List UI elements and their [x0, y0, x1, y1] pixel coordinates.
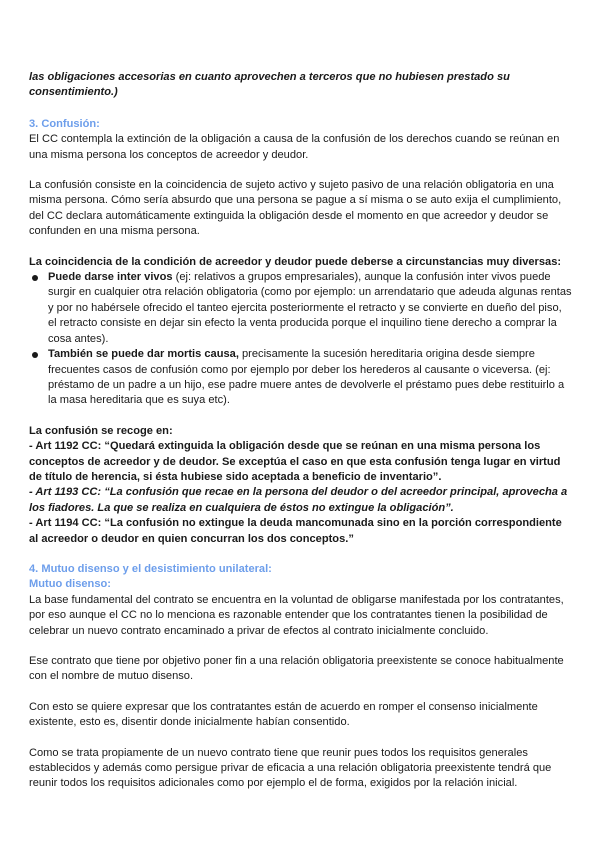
section-4-paragraph-1: La base fundamental del contrato se encuentra en la voluntad de obligarse manifestada por los contratantes, por eso aunque el CC no lo menciona es razonable entender que los contratantes tienen la posibilidad de celebrar un nuevo contrato encaminado a privar de efectos al contrato inicialmente concluido. [29, 593, 564, 637]
article-1193: - Art 1193 CC: “La confusión que recae en la persona del deudor o del acreedor principal, aprovecha a los fiadores. La que se realiza en cualquiera de éstos no extingue la obligación”. [29, 486, 568, 514]
section-4-heading: 4. Mutuo disenso y el desistimiento unilateral: [29, 562, 272, 575]
intro-continuation: las obligaciones accesorias en cuanto aprovechen a terceros que no hubiesen prestado su consentimiento.) [29, 71, 510, 99]
section-3-heading: 3. Confusión: [29, 117, 100, 130]
list-item [29, 347, 573, 409]
coincidence-title: La coincidencia de la condición de acreedor y deudor puede deberse a circunstancias muy diversas: [29, 255, 562, 268]
bullet-text: (ej: relativos a grupos empresariales), aunque la confusión inter vivos puede surgir en cualquier otra relación obligatoria (como por ejemplo: un arrendatario que adeuda algunas rentas y por no habérsele ofrecido el tanteo ejercita posteriormente el retracto y se convierte en dueño del piso, el retracto consiste en dejar sin efecto la venta producida porque el inquilino tiene derecho a comprar la cosa antes). [48, 271, 572, 345]
bullet-lead: Puede darse inter vivos [48, 271, 173, 284]
section-4-paragraph-2: Ese contrato que tiene por objetivo poner fin a una relación obligatoria preexistente se conoce habitualmente con el nombre de mutuo disenso. [29, 655, 564, 683]
bullet-lead: También se puede dar mortis causa, [48, 348, 239, 361]
section-3-paragraph-1: El CC contempla la extinción de la obligación a causa de la confusión de los derechos cuando se reúnan en una misma persona los conceptos de acreedor y deudor. [29, 133, 560, 161]
bullet-text: precisamente la sucesión hereditaria origina desde siempre frecuentes casos de confusión como por ejemplo por deber los herederos al causante o viceversa. (ej: préstamo de un padre a un hijo, ese padre muere antes de devolverle el préstamo pues debe restituirlo a la masa hereditaria que es suya etc). [48, 348, 565, 407]
section-3-paragraph-2: La confusión consiste en la coincidencia de sujeto activo y sujeto pasivo de una relación obligatoria en una misma persona. Cómo sería absurdo que una persona se pague a sí misma o se auto exija el cumplimiento, del CC declara automáticamente extinguida la obligación desde el momento en que acreedor y deudor se confunden en una misma persona. [29, 179, 562, 238]
article-1192: - Art 1192 CC: “Quedará extinguida la obligación desde que se reúnan en una misma persona los conceptos de acreedor y de deudor. Se exceptúa el caso en que esta confusión tenga lugar en virtud de título de herencia, si ésta hubiese sido aceptada a beneficio de inventario”. [29, 440, 561, 483]
section-4-subheading: Mutuo disenso: [29, 578, 111, 591]
recoge-title: La confusión se recoge en: [29, 424, 173, 437]
coincidence-list [29, 270, 573, 409]
article-1194: - Art 1194 CC: “La confusión no extingue la deuda mancomunada sino en la porción correspondiente al acreedor o deudor en quien concurran los dos conceptos.” [29, 517, 562, 545]
document-page [29, 70, 573, 792]
list-item [29, 270, 573, 347]
section-4-paragraph-4: Como se trata propiamente de un nuevo contrato tiene que reunir pues todos los requisitos generales establecidos y además como persigue privar de eficacia a una relación obligatoria preexistente tendrá que reunir todos los requisitos adicionales como por ejemplo el de forma, exigidos por la relación inicial. [29, 746, 552, 790]
section-4-paragraph-3: Con esto se quiere expresar que los contratantes están de acuerdo en romper el consenso inicialmente existente, esto es, disentir donde inicialmente habían consentido. [29, 700, 538, 729]
